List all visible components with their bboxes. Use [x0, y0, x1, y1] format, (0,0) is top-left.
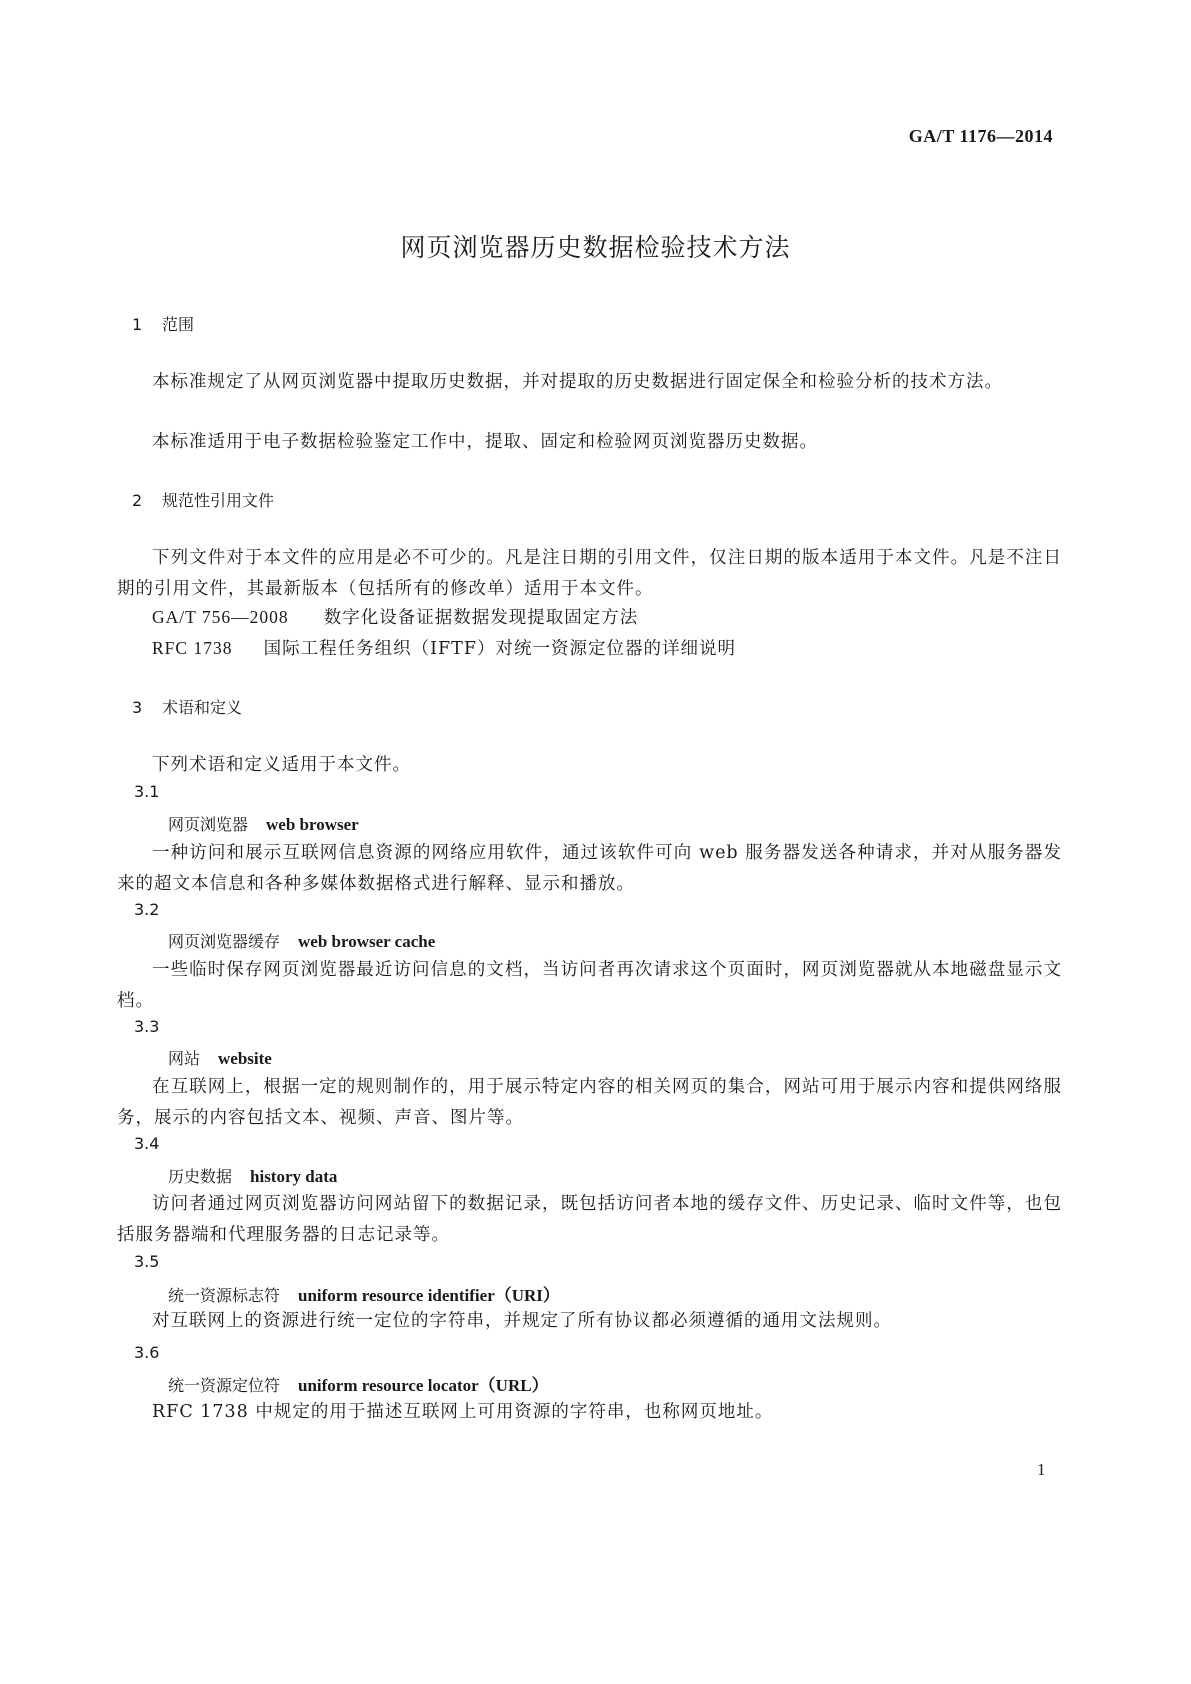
reference-item [152, 635, 736, 660]
term-definition: 一些临时保存网页浏览器最近访问信息的文档，当访问者再次请求这个页面时，网页浏览器就从本地磁盘显示文档。 [117, 960, 1062, 1011]
term-number: 3.3 [134, 1017, 160, 1036]
section-2-paragraph-1: 下列文件对于本文件的应用是必不可少的。凡是注日期的引用文件，仅注日期的版本适用于本文件。凡是不注日期的引用文件，其最新版本（包括所有的修改单）适用于本文件。 [117, 548, 1062, 599]
section-number: 1 [132, 315, 143, 334]
section-title: 范围 [162, 315, 195, 334]
term-name-en: web browser [266, 815, 359, 834]
term-name-zh: 统一资源定位符 [168, 1376, 281, 1395]
term-number: 3.2 [134, 900, 160, 919]
term-definition: RFC 1738 中规定的用于描述互联网上可用资源的字符串，也称网页地址。 [152, 1402, 774, 1422]
term-number: 3.6 [134, 1343, 160, 1362]
section-1-paragraph-1: 本标准规定了从网页浏览器中提取历史数据，并对提取的历史数据进行固定保全和检验分析的技术方法。 [152, 372, 1003, 392]
term-definition: 对互联网上的资源进行统一定位的字符串，并规定了所有协议都必须遵循的通用文法规则。 [152, 1311, 892, 1331]
term-number: 3.1 [134, 782, 160, 801]
term-name [168, 1281, 560, 1306]
section-title: 规范性引用文件 [162, 491, 275, 510]
term-name-zh: 历史数据 [168, 1167, 233, 1186]
term-name-en: web browser cache [298, 932, 436, 951]
reference-item [152, 604, 638, 629]
reference-code: GA/T 756—2008 [152, 607, 289, 627]
term-definition: 访问者通过网页浏览器访问网站留下的数据记录，既包括访问者本地的缓存文件、历史记录、临时文件等，也包括服务器端和代理服务器的日志记录等。 [117, 1194, 1062, 1245]
term-name-zh: 统一资源标志符 [168, 1286, 281, 1305]
term-name [168, 812, 359, 835]
term-name-en: history data [250, 1167, 338, 1186]
term-name-en: uniform resource locator（URL） [298, 1376, 549, 1395]
section-3-intro: 下列术语和定义适用于本文件。 [152, 755, 411, 775]
term-name [168, 1046, 272, 1069]
term-number: 3.5 [134, 1252, 160, 1271]
section-number: 3 [132, 698, 143, 717]
term-name [168, 929, 435, 952]
reference-code: RFC 1738 [152, 638, 233, 658]
term-name-zh: 网页浏览器 [168, 815, 249, 834]
section-1-heading [132, 312, 194, 335]
section-2-heading [132, 488, 274, 511]
document-title: 网页浏览器历史数据检验技术方法 [400, 233, 791, 262]
section-title: 术语和定义 [162, 698, 243, 717]
term-name [168, 1371, 549, 1396]
term-definition: 在互联网上，根据一定的规则制作的，用于展示特定内容的相关网页的集合，网站可用于展示内容和提供网络服务，展示的内容包括文本、视频、声音、图片等。 [117, 1077, 1062, 1128]
reference-title: 国际工程任务组织（IFTF）对统一资源定位器的详细说明 [263, 639, 736, 659]
term-number: 3.4 [134, 1134, 160, 1153]
section-number: 2 [132, 491, 143, 510]
term-name-zh: 网站 [168, 1049, 201, 1068]
term-name-en: uniform resource identifier（URI） [298, 1286, 560, 1305]
section-1-paragraph-2: 本标准适用于电子数据检验鉴定工作中，提取、固定和检验网页浏览器历史数据。 [152, 432, 818, 452]
term-name [168, 1164, 337, 1187]
reference-title: 数字化设备证据数据发现提取固定方法 [323, 608, 639, 628]
term-definition: 一种访问和展示互联网信息资源的网络应用软件，通过该软件可向 web 服务器发送各种请求，并对从服务器发来的超文本信息和各种多媒体数据格式进行解释、显示和播放。 [117, 843, 1062, 894]
term-name-en: website [218, 1049, 272, 1068]
page-number: 1 [1037, 1460, 1046, 1479]
term-name-zh: 网页浏览器缓存 [168, 932, 281, 951]
section-3-heading [132, 695, 242, 718]
standard-code: GA/T 1176—2014 [908, 126, 1053, 146]
